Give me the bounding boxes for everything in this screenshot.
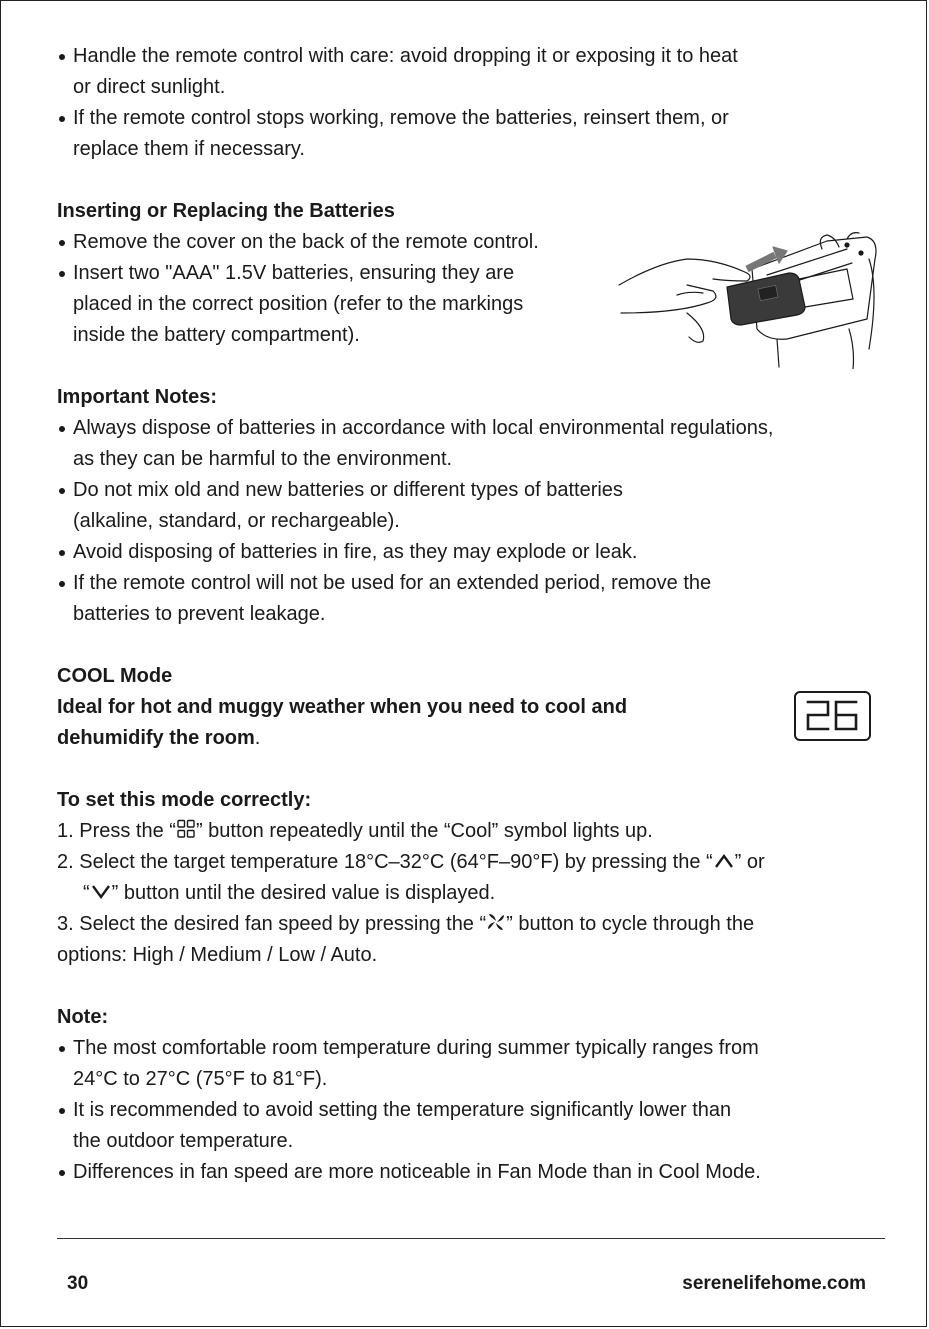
lcd-digits <box>796 693 868 738</box>
page-number: 30 <box>67 1273 89 1294</box>
subheading-text: Ideal for hot and muggy weather when you need to cool and <box>57 696 628 718</box>
step-text: options: High / Medium / Low / Auto. <box>57 944 378 966</box>
bullet-text: It is recommended to avoid setting the temperature significantly lower than <box>73 1099 732 1121</box>
batteries-heading: Inserting or Replacing the Batteries <box>57 200 395 222</box>
bullet-text: (alkaline, standard, or rechargeable). <box>73 510 400 532</box>
battery-insertion-illustration <box>617 229 882 369</box>
step-text: “ <box>83 882 90 904</box>
bullet-text: 24°C to 27°C (75°F to 81°F). <box>73 1068 328 1090</box>
step-text: 3. Select the desired fan speed by pressing the “ <box>57 913 487 935</box>
bullet-text: Do not mix old and new batteries or different types of batteries <box>73 479 623 501</box>
bullet-text: Differences in fan speed are more noticeable in Fan Mode than in Cool Mode. <box>73 1161 761 1183</box>
bullet-text: or direct sunlight. <box>73 76 226 98</box>
footer-divider <box>57 1238 885 1239</box>
page-content <box>57 41 877 1188</box>
bullet-text: Remove the cover on the back of the remote control. <box>73 231 539 253</box>
bullet-text: Handle the remote control with care: avoid dropping it or exposing it to heat <box>73 45 738 67</box>
step-text: 1. Press the “ <box>57 820 176 842</box>
important-bullet <box>57 475 877 537</box>
step-text: ” button until the desired value is displayed. <box>111 882 496 904</box>
intro-bullet <box>57 103 877 165</box>
intro-bullet <box>57 41 877 103</box>
subheading-text: dehumidify the room <box>57 727 255 749</box>
bullet-text: If the remote control will not be used for an extended period, remove the <box>73 572 712 594</box>
important-notes-heading: Important Notes: <box>57 386 217 408</box>
step-text: ” or <box>734 851 765 873</box>
mode-icon <box>176 819 196 839</box>
bullet-text: If the remote control stops working, remove the batteries, reinsert them, or <box>73 107 729 129</box>
steps-heading: To set this mode correctly: <box>57 789 312 811</box>
cool-mode-subheading <box>57 692 877 754</box>
important-bullet <box>57 537 877 568</box>
step-3 <box>57 909 877 971</box>
website-link[interactable]: serenelifehome.com <box>682 1273 866 1294</box>
important-bullet <box>57 413 877 475</box>
cool-mode-heading: COOL Mode <box>57 665 173 687</box>
chevron-up-icon <box>713 852 735 870</box>
bullet-text: replace them if necessary. <box>73 138 305 160</box>
bullet-text: as they can be harmful to the environment. <box>73 448 453 470</box>
bullet-text: inside the battery compartment). <box>73 324 360 346</box>
fan-icon <box>486 912 506 932</box>
bullet-text: Avoid disposing of batteries in fire, as they may explode or leak. <box>73 541 638 563</box>
note-heading: Note: <box>57 1006 109 1028</box>
chevron-down-icon <box>90 883 112 901</box>
note-bullet <box>57 1095 877 1157</box>
step-2 <box>57 847 877 909</box>
bullet-text: Always dispose of batteries in accordance with local environmental regulations, <box>73 417 774 439</box>
important-bullet <box>57 568 877 630</box>
note-bullet <box>57 1033 877 1095</box>
note-bullet <box>57 1157 877 1188</box>
bullet-text: Insert two "AAA" 1.5V batteries, ensuring they are <box>73 262 515 284</box>
bullet-text: the outdoor temperature. <box>73 1130 294 1152</box>
subheading-period: . <box>254 727 261 749</box>
lcd-temperature-display <box>794 691 871 741</box>
step-1 <box>57 816 877 847</box>
bullet-text: The most comfortable room temperature during summer typically ranges from <box>73 1037 759 1059</box>
bullet-text: batteries to prevent leakage. <box>73 603 326 625</box>
step-text: ” button repeatedly until the “Cool” symbol lights up. <box>195 820 653 842</box>
bullet-text: placed in the correct position (refer to the markings <box>73 293 524 315</box>
step-text: 2. Select the target temperature 18°C–32°C (64°F–90°F) by pressing the “ <box>57 851 713 873</box>
step-text: ” button to cycle through the <box>506 913 755 935</box>
